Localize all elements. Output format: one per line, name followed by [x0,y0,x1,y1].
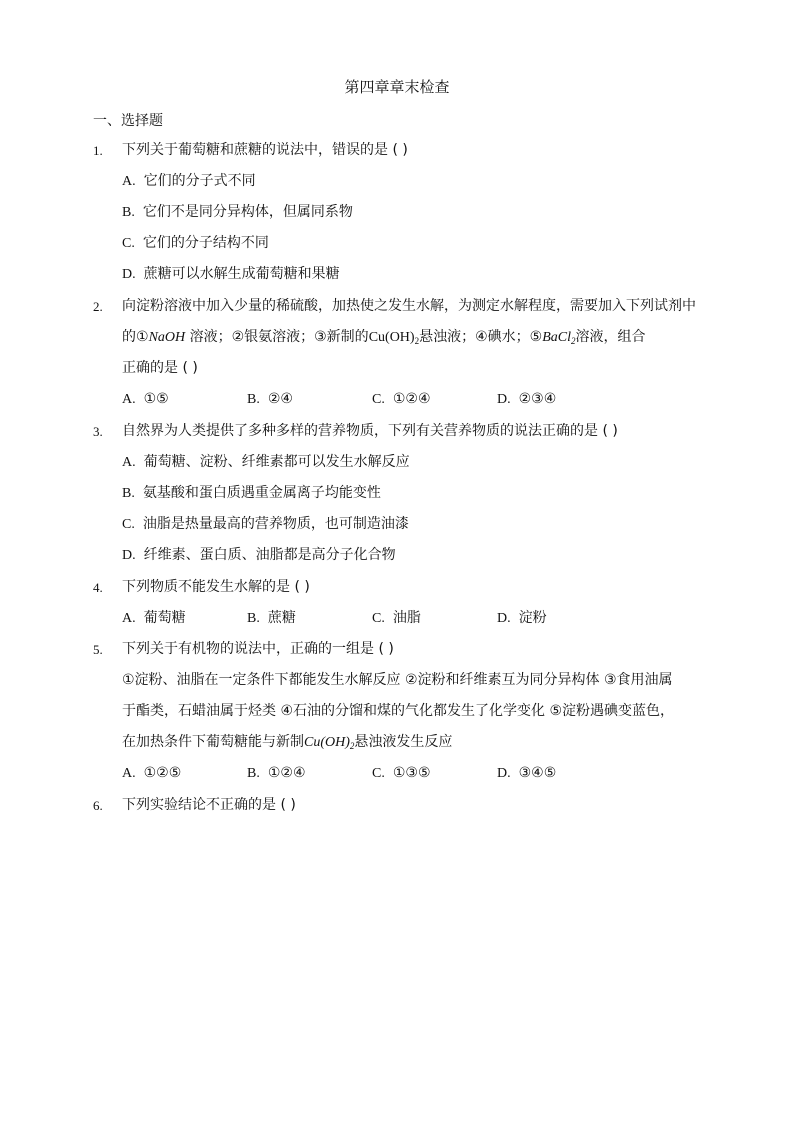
option-c[interactable]: C. 油脂是热量最高的营养物质，也可制造油漆 [122,516,409,532]
option-d[interactable]: D. 纤维素、蛋白质、油脂都是高分子化合物 [122,547,396,563]
option-b[interactable]: B. 蔗糖 [247,610,296,626]
question-3 [93,416,713,571]
option-d[interactable]: D. ②③④ [497,391,557,407]
question-number: 3. [93,424,103,439]
question-stem: 下列物质不能发生水解的是 ( ) [122,579,310,595]
question-number: 2. [93,299,103,314]
question-2 [93,291,713,415]
question-number: 5. [93,642,103,657]
options-row [122,603,713,634]
options-row [122,758,713,789]
formula-bacl2: BaCl$_2$ [542,330,576,346]
formula-cu-oh-2: $Cu(OH)_2$ [368,330,420,346]
question-stem: 下列关于有机物的说法中，正确的一组是 ( ) [122,641,394,657]
option-a[interactable]: A. 它们的分子式不同 [122,173,256,189]
option-d[interactable]: D. 蔗糖可以水解生成葡萄糖和果糖 [122,266,340,282]
page-title: 第四章章末检查 [344,78,450,96]
question-number: 1. [93,143,103,158]
statement-line: 于酯类，石蜡油属于烃类 ④石油的分馏和煤的气化都发生了化学变化 ⑤淀粉遇碘变蓝色， [122,703,674,719]
section-heading: 一、选择题 [93,113,163,129]
question-stem-line: 正确的是 ( ) [122,360,198,376]
option-c[interactable]: C. ①③⑤ [372,765,431,781]
question-number: 6. [93,798,103,813]
option-b[interactable]: B. ①②④ [247,765,306,781]
question-number: 4. [93,580,103,595]
option-b[interactable]: B. ②④ [247,391,293,407]
formula-naoh: NaOH [148,330,186,345]
question-stem: 下列实验结论不正确的是 ( ) [122,797,296,813]
question-5 [93,634,713,789]
option-d[interactable]: D. ③④⑤ [497,765,557,781]
statement-line: ①淀粉、油脂在一定条件下都能发生水解反应 ②淀粉和纤维素互为同分异构体 ③食用油属 [122,672,673,688]
question-stem: 下列关于葡萄糖和蔗糖的说法中，错误的是 ( ) [122,142,408,158]
option-a[interactable]: A. ①②⑤ [122,765,182,781]
question-1 [93,135,713,290]
options-row [122,384,713,415]
question-stem-line: 的①NaOH 溶液；②银氨溶液；③新制的$Cu(OH)_2$悬浊液；④碘水；⑤BaCl$_2$溶液，组合 [122,329,646,346]
option-c[interactable]: C. 油脂 [372,610,421,626]
formula-cu-oh-2: $Cu(OH)_2$ [304,735,355,751]
option-d[interactable]: D. 淀粉 [497,610,547,626]
option-a[interactable]: A. 葡萄糖 [122,610,186,626]
option-b[interactable]: B. 氨基酸和蛋白质遇重金属离子均能变性 [122,485,381,501]
question-stem: 自然界为人类提供了多种多样的营养物质，下列有关营养物质的说法正确的是 ( ) [122,423,618,439]
question-6 [93,790,713,821]
option-a[interactable]: A. 葡萄糖、淀粉、纤维素都可以发生水解反应 [122,454,410,470]
option-c[interactable]: C. 它们的分子结构不同 [122,235,269,251]
option-a[interactable]: A. ①⑤ [122,391,169,407]
question-stem-line: 向淀粉溶液中加入少量的稀硫酸，加热使之发生水解，为测定水解程度，需要加入下列试剂中 [122,298,696,314]
option-b[interactable]: B. 它们不是同分异构体，但属同系物 [122,204,353,220]
statement-line: 在加热条件下葡萄糖能与新制$Cu(OH)_2$悬浊液发生反应 [122,734,453,751]
question-4 [93,572,713,634]
option-c[interactable]: C. ①②④ [372,391,431,407]
